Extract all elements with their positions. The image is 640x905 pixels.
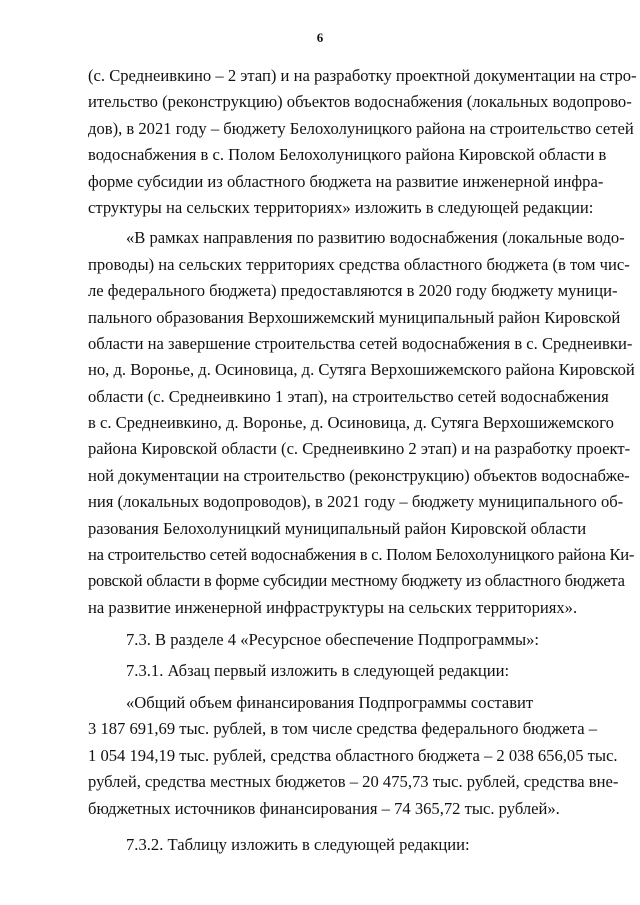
text-line: ной документации на строительство (реконструкцию) объектов водоснабже-: [88, 465, 630, 485]
text-line: 3 187 691,69 тыс. рублей, в том числе средства федерального бюджета –: [88, 719, 598, 739]
text-line: (с. Среднеивкино – 2 этап) и на разработку проектной документации на стро-: [88, 66, 637, 85]
text-line: структуры на сельских территориях» изложить в следующей редакции:: [88, 197, 594, 217]
text-line: «В рамках направления по развитию водоснабжения (локальные водо-: [126, 228, 625, 248]
text-line: «Общий объем финансирования Подпрограммы составит: [126, 692, 534, 712]
section-item-7-3-1: 7.3.1. Абзац первый изложить в следующей редакции:: [126, 660, 510, 680]
document-body: [88, 63, 637, 858]
text-line: на развитие инженерной инфраструктуры на сельских территориях».: [88, 597, 578, 617]
text-line: района Кировской области (с. Среднеивкино 2 этап) и на разработку проект-: [88, 439, 631, 459]
text-line: на строительство сетей водоснабжения в с. Полом Белохолуницкого района Ки-: [88, 545, 635, 565]
text-line: области (с. Среднеивкино 1 этап), на строительство сетей водоснабжения: [88, 386, 609, 406]
section-item-7-3: 7.3. В разделе 4 «Ресурсное обеспечение Подпрограммы»:: [126, 630, 540, 650]
text-line: ния (локальных водопроводов), в 2021 году – бюджету муниципального об-: [88, 492, 624, 512]
section-item-7-3-2: 7.3.2. Таблицу изложить в следующей редакции:: [126, 834, 470, 854]
text-line: дов), в 2021 году – бюджету Белохолуницкого района на строительство сетей: [88, 118, 634, 138]
text-line: форме субсидии из областного бюджета на развитие инженерной инфра-: [88, 171, 604, 191]
text-line: проводы) на сельских территориях средства областного бюджета (в том чис-: [88, 254, 630, 274]
text-line: бюджетных источников финансирования – 74 365,72 тыс. рублей».: [88, 798, 560, 818]
paragraph-funding-total: [88, 690, 619, 822]
text-line: водоснабжения в с. Полом Белохолуницкого района Кировской области в: [88, 145, 607, 165]
paragraph-water-supply: [88, 225, 635, 621]
text-line: области на завершение строительства сетей водоснабжения в с. Среднеивки-: [88, 333, 633, 353]
text-line: разования Белохолуницкий муниципальный район Кировской области: [88, 518, 587, 538]
text-line: но, д. Воронье, д. Осиновица, д. Сутяга Верхошижемского района Кировской: [88, 360, 635, 380]
page-number: 6: [316, 30, 324, 45]
text-line: пального образования Верхошижемский муниципальный район Кировской: [88, 307, 621, 327]
text-line: 1 054 194,19 тыс. рублей, средства областного бюджета – 2 038 656,05 тыс.: [88, 745, 618, 765]
text-line: ительство (реконструкцию) объектов водоснабжения (локальных водопрово-: [88, 92, 632, 112]
text-line: ле федерального бюджета) предоставляются в 2020 году бюджету муници-: [88, 281, 618, 301]
text-line: ровской области в форме субсидии местному бюджету из областного бюджета: [88, 571, 625, 591]
paragraph-amendment-context: [88, 63, 637, 221]
text-line: в с. Среднеивкино, д. Воронье, д. Осиновица, д. Сутяга Верхошижемского: [88, 413, 614, 433]
text-line: рублей, средства местных бюджетов – 20 475,73 тыс. рублей, средства вне-: [88, 772, 619, 792]
